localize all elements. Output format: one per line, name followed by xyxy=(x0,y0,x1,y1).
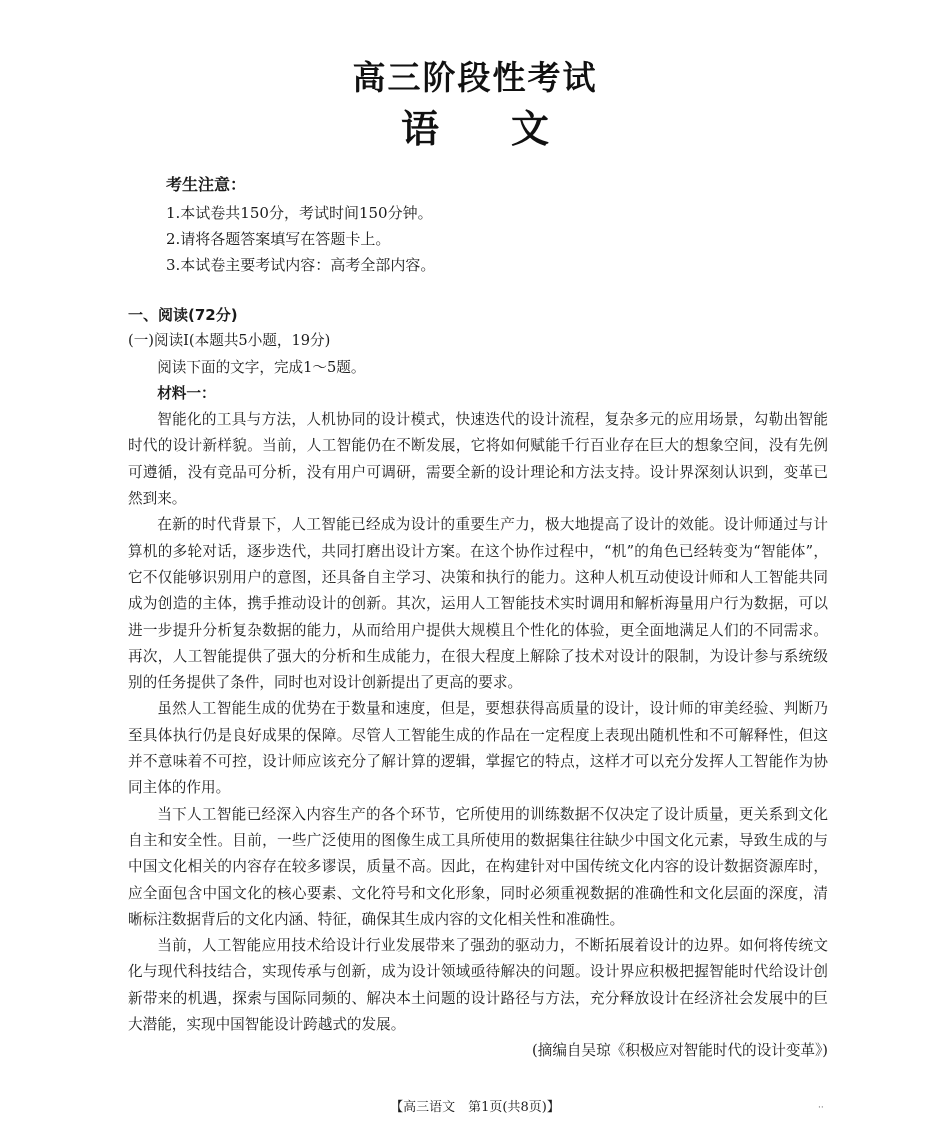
exam-title: 高三阶段性考试 xyxy=(352,58,598,97)
reading-instruction: 阅读下面的文字，完成1～5题。 xyxy=(157,358,366,376)
notice-heading: 考生注意： xyxy=(166,175,247,194)
article-paragraph: 智能化的工具与方法，人机协同的设计模式，快速迭代的设计流程，复杂多元的应用场景，勾勒出智能时代的设计新样貌。当前，人工智能仍在不断发展，它将如何赋能千行百业存在巨大的想象空间，没有先例可遵循，没有竞品可分析，没有用户可调研，需要全新的设计理论和方法支持。设计界深刻认识到，变革已然到来。 xyxy=(128,411,828,508)
notice-item: 1.本试卷共150分，考试时间150分钟。 xyxy=(166,204,433,222)
notice-item: 3.本试卷主要考试内容：高考全部内容。 xyxy=(166,256,436,274)
page-footer: 【高三语文 第1页(共8页)】 xyxy=(390,1100,560,1115)
exam-notice xyxy=(166,172,435,278)
reading-section xyxy=(128,302,828,1065)
article-paragraph: 当前，人工智能应用技术给设计行业发展带来了强劲的驱动力，不断拓展着设计的边界。如何将传统文化与现代科技结合，实现传承与创新，成为设计领域亟待解决的问题。设计界应积极把握智能时代给设计创新带来的机遇，探索与国际同频的、解决本土问题的设计路径与方法，充分释放设计在经济社会发展中的巨大潜能，实现中国智能设计跨越式的发展。 xyxy=(128,937,828,1034)
subsection-heading: (一)阅读Ⅰ(本题共5小题，19分) xyxy=(128,332,331,350)
subject-char-1: 语 xyxy=(400,107,439,151)
article-source: (摘编自吴琼《积极应对智能时代的设计变革》) xyxy=(532,1042,828,1060)
notice-item: 2.请将各题答案填写在答题卡上。 xyxy=(166,230,391,248)
article-paragraph: 虽然人工智能生成的优势在于数量和速度，但是，要想获得高质量的设计，设计师的审美经验、判断乃至具体执行仍是良好成果的保障。尽管人工智能生成的作品在一定程度上表现出随机性和不可解释性，但这并不意味着不可控，设计师应该充分了解计算的逻辑，掌握它的特点，这样才可以充分发挥人工智能作为协同主体的作用。 xyxy=(128,700,828,797)
subject-char-2: 文 xyxy=(511,107,550,151)
footer-mark: ·· xyxy=(818,1103,824,1113)
section-heading: 一、阅读(72分) xyxy=(128,306,238,324)
article-paragraph: 当下人工智能已经深入内容生产的各个环节，它所使用的训练数据不仅决定了设计质量，更关系到文化自主和安全性。目前，一些广泛使用的图像生成工具所使用的数据集往往缺少中国文化元素，导致生成的与中国文化相关的内容存在较多谬误，质量不高。因此，在构建针对中国传统文化内容的设计数据资源库时，应全面包含中国文化的核心要素、文化符号和文化形象，同时必须重视数据的准确性和文化层面的深度，清晰标注数据背后的文化内涵、特征，确保其生成内容的文化相关性和准确性。 xyxy=(128,805,828,928)
article-paragraph: 在新的时代背景下，人工智能已经成为设计的重要生产力，极大地提高了设计的效能。设计师通过与计算机的多轮对话，逐步迭代，共同打磨出设计方案。在这个协作过程中，“机”的角色已经转变为“智能体”，它不仅能够识别用户的意图，还具备自主学习、决策和执行的能力。这种人机互动使设计师和人工智能共同成为创造的主体，携手推动设计的创新。其次，运用人工智能技术实时调用和解析海量用户行为数据，可以进一步提升分析复杂数据的能力，从而给用户提供大规模且个性化的体验，更全面地满足人们的不同需求。再次，人工智能提供了强大的分析和生成能力，在很大程度上解除了技术对设计的限制，为设计参与系统级别的任务提供了条件，同时也对设计创新提出了更高的要求。 xyxy=(128,516,828,692)
subject-title xyxy=(0,98,950,153)
material-label: 材料一： xyxy=(157,384,216,402)
